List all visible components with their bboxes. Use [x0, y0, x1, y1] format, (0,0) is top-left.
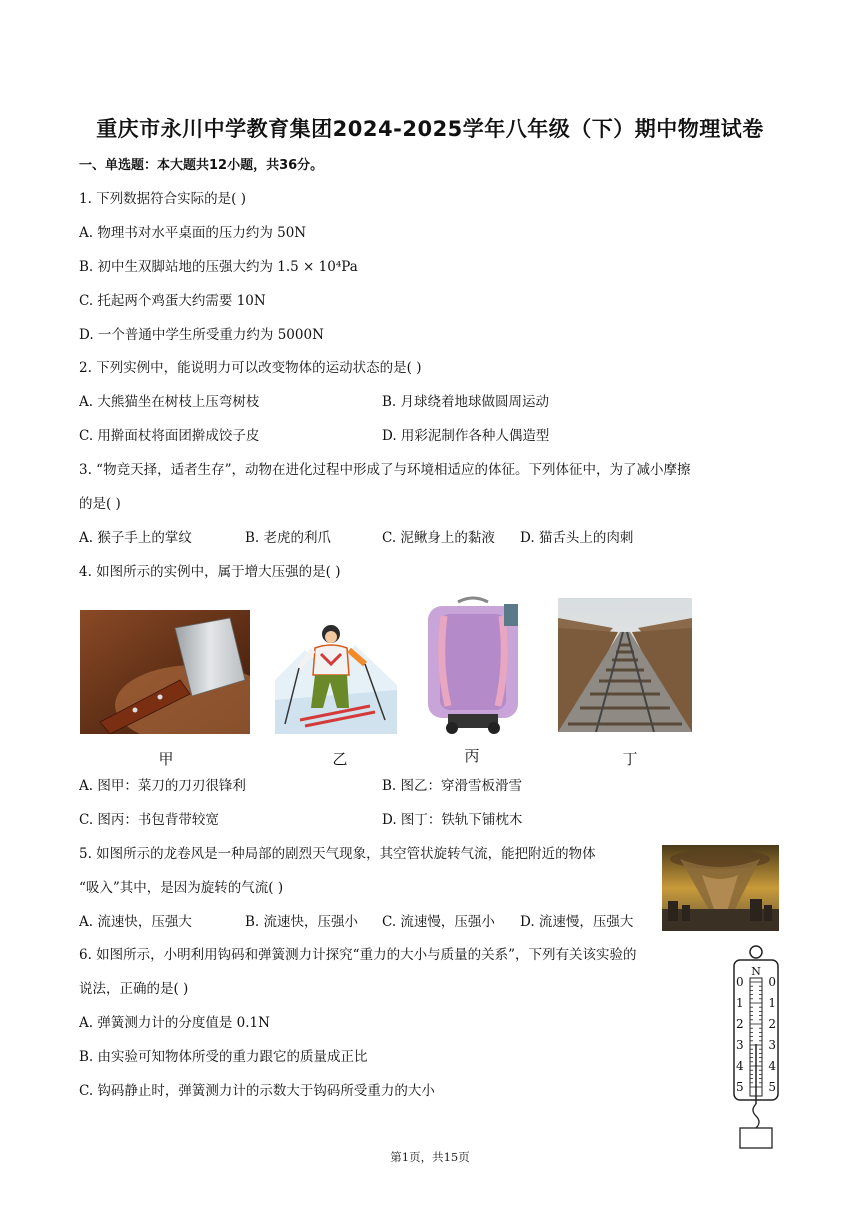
q1-option-a: A. 物理书对水平桌面的压力约为 50N — [79, 225, 307, 241]
q2-stem: 2. 下列实例中，能说明力可以改变物体的运动状态的是( ) — [79, 360, 422, 376]
q6-stem-line1: 6. 如图所示，小明利用钩码和弹簧测力计探究“重力的大小与质量的关系”，下列有关该实验的 — [79, 947, 637, 963]
q1-option-c: C. 托起两个鸡蛋大约需要 10N — [79, 293, 266, 309]
scale-number: 1 — [768, 996, 776, 1010]
scale-number: 1 — [736, 996, 744, 1010]
scale-number: 2 — [736, 1017, 744, 1031]
q1-option-b: B. 初中生双脚站地的压强大约为 1.5 × 10⁴Pa — [79, 259, 358, 275]
q5-option-d: D. 流速慢，压强大 — [520, 914, 634, 930]
cleaver-knife-image — [80, 610, 250, 734]
q3-option-a: A. 猴子手上的掌纹 — [79, 530, 192, 546]
q6-option-a: A. 弹簧测力计的分度值是 0.1N — [79, 1015, 270, 1031]
q4-option-d: D. 图丁：铁轨下铺枕木 — [382, 812, 523, 828]
caption-bing: 丙 — [464, 747, 480, 765]
scale-number: 5 — [768, 1080, 776, 1094]
q3-option-c: C. 泥鳅身上的黏液 — [382, 530, 495, 546]
page-footer: 第1页，共15页 — [390, 1150, 470, 1164]
scale-number: 3 — [736, 1038, 744, 1052]
scale-number: 0 — [736, 975, 744, 989]
section-heading: 一、单选题：本大题共12小题，共36分。 — [79, 158, 324, 173]
caption-yi: 乙 — [332, 750, 348, 768]
q4-option-a: A. 图甲：菜刀的刀刃很锋利 — [79, 778, 246, 794]
q4-option-b: B. 图乙：穿滑雪板滑雪 — [382, 778, 523, 794]
exam-title: 重庆市永川中学教育集团2024-2025学年八年级（下）期中物理试卷 — [96, 117, 764, 141]
q3-stem-line1: 3. “物竞天择，适者生存”，动物在进化过程中形成了与环境相适应的体征。下列体征中，为了减小摩擦 — [79, 462, 691, 478]
q3-option-b: B. 老虎的利爪 — [245, 530, 332, 546]
q2-option-a: A. 大熊猫坐在树枝上压弯树枝 — [79, 394, 260, 410]
q6-stem-line2: 说法，正确的是( ) — [79, 981, 189, 997]
q6-option-b: B. 由实验可知物体所受的重力跟它的质量成正比 — [79, 1049, 368, 1065]
q2-option-c: C. 用擀面杖将面团擀成饺子皮 — [79, 428, 260, 444]
backpack-image — [418, 594, 528, 736]
scale-number: 2 — [768, 1017, 776, 1031]
q5-stem-line2: “吸入”其中，是因为旋转的气流( ) — [79, 880, 284, 896]
scale-number: 0 — [768, 975, 776, 989]
q5-option-b: B. 流速快，压强小 — [245, 914, 359, 930]
scale-number: 3 — [768, 1038, 776, 1052]
q4-stem: 4. 如图所示的实例中，属于增大压强的是( ) — [79, 564, 341, 580]
q2-option-d: D. 用彩泥制作各种人偶造型 — [382, 428, 550, 444]
caption-ding: 丁 — [622, 750, 638, 768]
q2-option-b: B. 月球绕着地球做圆周运动 — [382, 394, 550, 410]
q6-option-c: C. 钩码静止时，弹簧测力计的示数大于钩码所受重力的大小 — [79, 1083, 435, 1099]
scale-number: 5 — [736, 1080, 744, 1094]
scale-number: 4 — [736, 1059, 744, 1073]
tornado-image — [662, 845, 779, 931]
q3-option-d: D. 猫舌头上的肉刺 — [520, 530, 634, 546]
scale-unit-label: N — [751, 965, 761, 978]
railway-image — [558, 598, 692, 732]
q5-option-a: A. 流速快，压强大 — [79, 914, 192, 930]
skier-image — [275, 620, 397, 734]
q4-option-c: C. 图丙：书包背带较宽 — [79, 812, 219, 828]
q3-stem-line2: 的是( ) — [79, 496, 121, 512]
q1-stem: 1. 下列数据符合实际的是( ) — [79, 191, 246, 207]
q5-option-c: C. 流速慢，压强小 — [382, 914, 495, 930]
spring-scale-image — [728, 944, 784, 1150]
scale-number: 4 — [768, 1059, 776, 1073]
q5-stem-line1: 5. 如图所示的龙卷风是一种局部的剧烈天气现象，其空管状旋转气流，能把附近的物体 — [79, 846, 596, 862]
caption-jia: 甲 — [158, 750, 174, 768]
q1-option-d: D. 一个普通中学生所受重力约为 5000N — [79, 327, 324, 343]
